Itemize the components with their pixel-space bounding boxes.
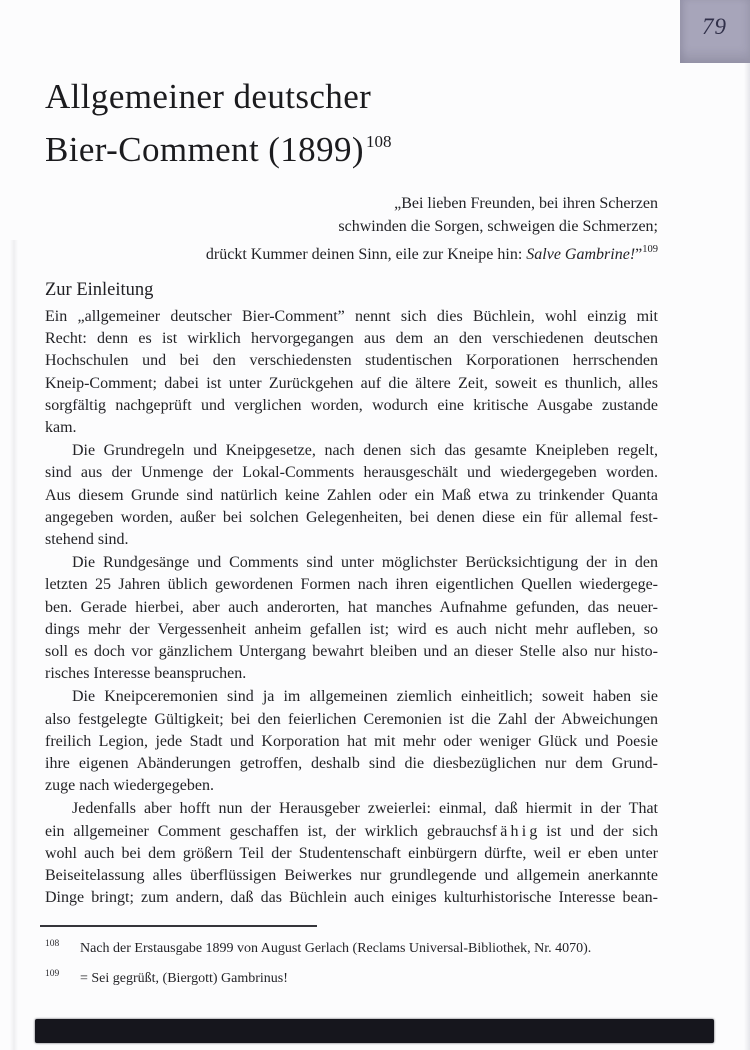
epigraph-line: drückt Kummer deinen Sinn, eile zur Kneipe hin: Salve Gambrine!”$^{109}$ (205, 244, 658, 263)
text-line: Die Grundregeln und Kneipgesetze, nach denen sich das gesamte Kneipleben regelt, (72, 442, 658, 460)
footnote-number: 109 (45, 969, 60, 980)
text-line: angegeben worden, außer bei solchen Gelegenheiten, bei denen diese ein für allemal fest- (45, 508, 658, 526)
text-line: Ein „allgemeiner deutscher Bier-Comment” nennt sich dies Büchlein, wohl einzig mit (45, 308, 658, 325)
section-heading: Zur Einleitung (45, 280, 154, 300)
text-line: sind aus der Unmenge der Lokal-Comments herausgeschält und wiedergegeben worden. (45, 464, 658, 482)
paragraph (45, 440, 658, 551)
text-line: zuge nach wiedergegeben. (45, 777, 214, 795)
text-line: Jedenfalls aber hofft nun der Herausgeber zweierlei: einmal, daß hiermit in der That (72, 800, 658, 818)
scan-right-edge-artifact (744, 0, 750, 1050)
text-line: soll es doch vor gänzlichem Untergang bewahrt bleiben und an dieser Stelle also nur histo- (45, 643, 658, 661)
text-line: stehend sind. (45, 531, 129, 549)
footnote-reference: 109 (642, 244, 658, 255)
chapter-title (45, 74, 658, 172)
text-line: wohl auch bei dem größern Teil der Studentenschaft einbürgern dürfte, weil er eben unter (45, 844, 658, 862)
footnote (45, 965, 658, 988)
paragraph (45, 552, 658, 685)
text-line: Beiseitelassung alles überflüssigen Beiwerkes nur grundlegende und allgemein anerkannte (45, 867, 658, 885)
text-line: Dinge bringt; zum andern, daß das Büchlein auch einiges kulturhistorische Interesse bean- (45, 889, 658, 907)
scan-bottom-edge-artifact (35, 1019, 714, 1043)
scan-crease-artifact (10, 240, 18, 1050)
text-line: dings mehr der Vergessenheit anheim gefallen ist; wird es auch nicht mehr aufleben, so (45, 620, 658, 638)
epigraph-quote (45, 192, 658, 266)
footnote (45, 935, 658, 958)
paragraph (45, 798, 658, 909)
epigraph-line: „Bei lieben Freunden, bei ihren Scherzen (394, 195, 658, 212)
title-line: Allgemeiner deutscher (45, 77, 372, 116)
text-line: Die Rundgesänge und Comments sind unter möglichster Berücksichtigung der in den (72, 554, 658, 572)
page-number: 79 (702, 14, 727, 39)
footnote-text: Nach der Erstausgabe 1899 von August Gerlach (Reclams Universal-Bibliothek, Nr. 4070). (80, 941, 592, 957)
text-line: Die Kneipceremonien sind ja im allgemeinen ziemlich einheitlich; soweit haben sie (72, 688, 658, 706)
text-line: ein allgemeiner Comment geschaffen ist, der wirklich gebrauchsf ä h i g ist und der sich (45, 822, 658, 840)
text-line: ihre eigenen Abänderungen getroffen, deshalb sind die diesbezüglichen nur dem Grund- (45, 755, 658, 773)
paragraph (45, 686, 658, 797)
text-line: Kneip-Comment; dabei ist unter Zurückgehen auf die ältere Zeit, soweit es thunlich, alles (45, 374, 658, 392)
footnote-text: = Sei gegrüßt, (Biergott) Gambrinus! (80, 971, 288, 987)
footnote-number: 108 (45, 939, 60, 950)
text-line: sorgfältig nachgeprüft und verglichen worden, wodurch eine kritische Ausgabe zustande (45, 396, 658, 414)
text-line: risches Interesse beanspruchen. (45, 665, 247, 683)
text-line: Aus diesem Grunde sind natürlich keine Zahlen oder ein Maß etwa zu trinkender Quanta (45, 486, 658, 504)
text-line: ben. Gerade hierbei, aber auch anderorten, hat manches Aufnahme gefunden, das neuer- (45, 598, 658, 616)
footnotes (45, 935, 658, 988)
title-line: Bier-Comment (1899) $^{108}$ (45, 130, 392, 169)
text-line: letzten 25 Jahren üblich gewordenen Formen nach ihren eigentlichen Quellen wiedergege- (45, 576, 658, 594)
page-number-badge (680, 0, 750, 63)
paragraph (45, 306, 658, 439)
body-text (45, 306, 658, 909)
page-content (0, 74, 750, 988)
text-line: kam. (45, 419, 77, 437)
text-line: also festgelegte Gültigkeit; bei den feierlichen Ceremonien ist die Zahl der Abweichungen (45, 710, 658, 728)
footnote-reference: 108 (365, 132, 392, 151)
text-line: Hochschulen und bei den verschiedensten studentischen Korporationen herrschenden (45, 352, 658, 370)
text-line: Recht: denn es ist wirklich hervorgegangen aus dem an den verschiedenen deutschen (45, 330, 658, 348)
footnote-separator-rule (40, 925, 317, 927)
text-line: freilich Legion, jede Stadt und Korporation hat mit mehr oder weniger Glück und Poesie (45, 732, 658, 750)
epigraph-line: schwinden die Sorgen, schweigen die Schmerzen; (338, 218, 658, 235)
